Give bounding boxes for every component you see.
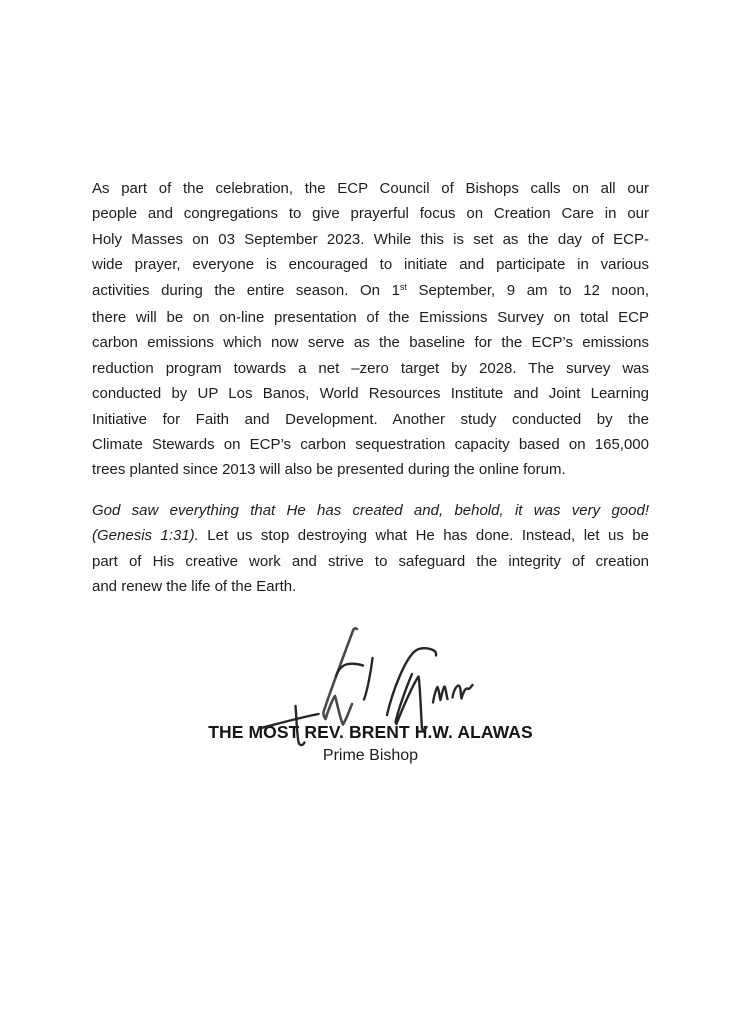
- text-segment: God saw everything that He has created and, behold, it was very good!: [92, 501, 649, 519]
- paragraph-main: [92, 176, 649, 483]
- signature-scribble: [230, 598, 590, 778]
- text-segment: September, 9 am to 12 noon,: [406, 281, 649, 299]
- signature-stroke: [433, 687, 448, 703]
- signatory-name: THE MOST REV. BRENT H.W. ALAWAS: [208, 722, 533, 742]
- text-line: [92, 278, 649, 305]
- text-segment: people and congregations to give prayerful focus on Creation Care in our: [92, 205, 649, 223]
- text-segment: Climate Stewards on ECP’s carbon sequestration capacity based on 165,000: [92, 436, 649, 454]
- text-segment: reduction program towards a net –zero target by 2028. The survey was: [92, 359, 649, 377]
- text-line: [92, 407, 649, 432]
- signature-stroke: [259, 714, 319, 729]
- text-segment: conducted by UP Los Banos, World Resources Institute and Joint Learning: [92, 385, 649, 403]
- text-segment: Initiative for Faith and Development. Another study conducted by the: [92, 410, 649, 428]
- signature-stroke: [387, 648, 436, 715]
- paragraph-quote: [92, 498, 649, 600]
- text-line: [92, 381, 649, 406]
- text-line: [92, 549, 649, 574]
- text-segment: and renew the life of the Earth.: [92, 578, 297, 596]
- signature-stroke: [323, 628, 357, 724]
- text-segment: Holy Masses on 03 September 2023. While this is set as the day of ECP-: [92, 230, 649, 248]
- superscript: st: [399, 281, 407, 292]
- signature-stroke: [396, 674, 427, 730]
- text-line: [92, 176, 649, 201]
- signature-stroke: [453, 685, 473, 699]
- text-segment: wide prayer, everyone is encouraged to initiate and participate in various: [92, 256, 649, 274]
- text-line: [92, 356, 649, 381]
- text-line: [92, 330, 649, 355]
- text-segment: there will be on on-line presentation of the Emissions Survey on total ECP: [92, 309, 649, 327]
- text-line: [92, 201, 649, 226]
- signatory-title: Prime Bishop: [322, 747, 419, 764]
- signature-stroke: [296, 706, 305, 745]
- text-line: [92, 574, 649, 599]
- text-line: [92, 457, 649, 482]
- text-segment: Let us stop destroying what He has done. Instead, let us be: [198, 527, 649, 545]
- text-line: [92, 498, 649, 523]
- signature-stroke: [364, 658, 373, 700]
- text-line: [92, 523, 649, 548]
- text-line: [92, 252, 649, 277]
- text-line: [92, 432, 649, 457]
- text-segment: part of His creative work and strive to safeguard the integrity of creation: [92, 552, 649, 570]
- body-text-column: [92, 176, 649, 615]
- text-segment: carbon emissions which now serve as the baseline for the ECP’s emissions: [92, 334, 649, 352]
- text-segment: As part of the celebration, the ECP Council of Bishops calls on all our: [92, 180, 649, 197]
- text-line: [92, 305, 649, 330]
- text-segment: activities during the entire season. On 1: [92, 281, 400, 299]
- text-segment: (Genesis 1:31).: [92, 527, 199, 545]
- text-line: [92, 227, 649, 252]
- text-segment: trees planted since 2013 will also be presented during the online forum.: [92, 461, 566, 479]
